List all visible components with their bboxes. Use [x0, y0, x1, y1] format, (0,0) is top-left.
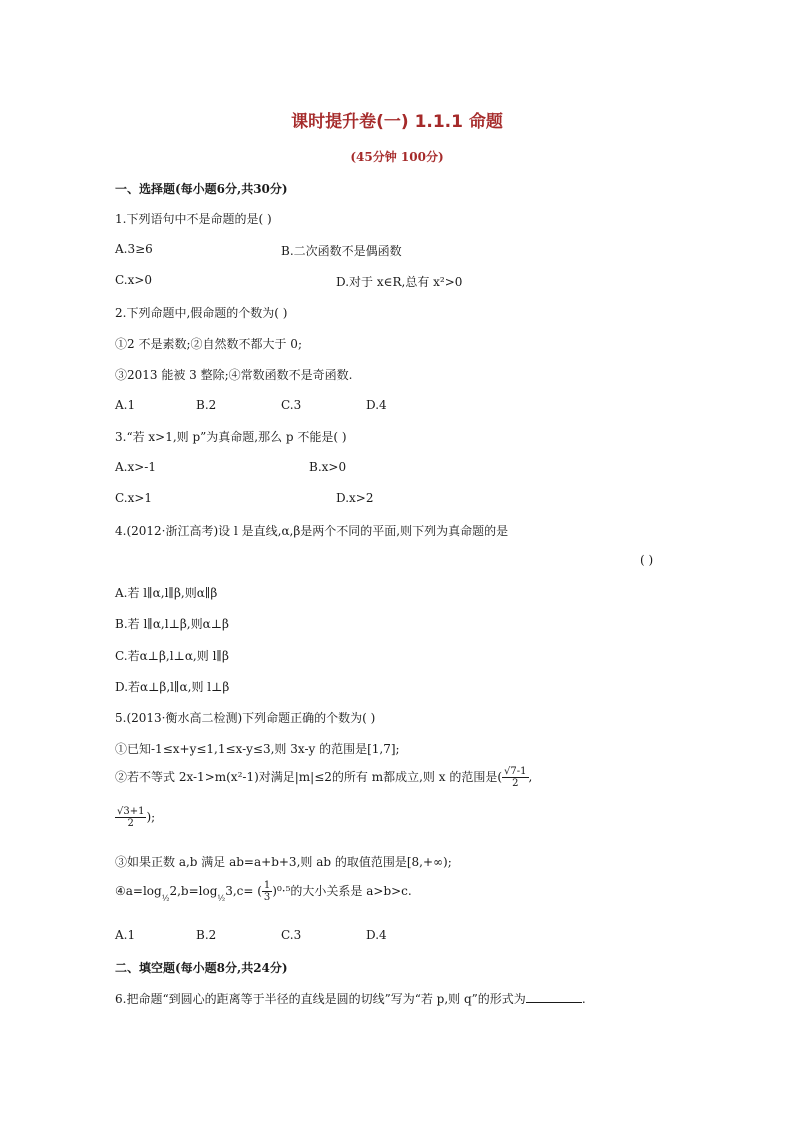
- page-title: 课时提升卷(一) 1.1.1 命题: [291, 112, 503, 132]
- q4-stem: 4.(2012·浙江高考)设 l 是直线,α,β是两个不同的平面,则下列为真命题的是: [115, 524, 509, 538]
- q5-option-a: A.1: [115, 928, 136, 942]
- section-fill-heading: 二、填空题(每小题8分,共24分): [115, 961, 288, 975]
- q6-stem: 6.把命题“到圆心的距离等于半径的直线是圆的切线”写为“若 p,则 q”的形式为: [115, 992, 526, 1006]
- q2-option-d: D.4: [366, 398, 387, 412]
- q5-p2-frac2-denominator: 2: [127, 818, 134, 829]
- q5-option-b: B.2: [196, 928, 217, 942]
- q4-option-d: D.若α⊥β,l∥α,则 l⊥β: [115, 680, 230, 694]
- q5-p4-a: ④a=log: [115, 884, 162, 898]
- q3-stem: 3.“若 x>1,则 p”为真命题,那么 p 不能是( ): [115, 430, 347, 444]
- q5-p4-log-base-1: ½: [161, 894, 170, 903]
- q5-proposition-3: ③如果正数 a,b 满足 ab=a+b+3,则 ab 的取值范围是[8,+∞);: [115, 855, 452, 869]
- q6-end: .: [581, 992, 586, 1006]
- q5-proposition-1: ①已知-1≤x+y≤1,1≤x-y≤3,则 3x-y 的范围是[1,7];: [115, 742, 400, 756]
- q3-option-c: C.x>1: [115, 491, 153, 505]
- q3-option-b: B.x>0: [309, 460, 347, 474]
- q2-statement-2: ③2013 能被 3 整除;④常数函数不是奇函数.: [115, 368, 353, 382]
- section-choice-heading: 一、选择题(每小题6分,共30分): [115, 182, 288, 196]
- q1-stem: 1.下列语句中不是命题的是( ): [115, 212, 272, 226]
- q5-proposition-2: [115, 766, 532, 789]
- q5-option-c: C.3: [281, 928, 302, 942]
- q5-p2-fraction-1: [502, 766, 528, 789]
- q4-option-c: C.若α⊥β,l⊥α,则 l∥β: [115, 649, 229, 663]
- q5-proposition-2-cont: [115, 806, 155, 829]
- q1-option-d: D.对于 x∈R,总有 x²>0: [336, 275, 463, 289]
- q5-p4-exponent: )⁰·⁵: [272, 884, 291, 898]
- q5-p2-frac1-denominator: 2: [512, 778, 519, 789]
- q5-p4-fraction: [262, 880, 272, 903]
- q6-stem-line: [115, 990, 586, 1007]
- q3-option-a: A.x>-1: [115, 460, 156, 474]
- q6-answer-blank[interactable]: [526, 992, 582, 1003]
- q4-option-b: B.若 l∥α,l⊥β,则α⊥β: [115, 617, 229, 631]
- q5-p4-frac-numerator: 1: [263, 880, 271, 891]
- q5-p4-end: 的大小关系是 a>b>c.: [290, 884, 412, 898]
- q5-p2-frac2-numerator: √3+1: [117, 806, 145, 817]
- q5-p2-text: ②若不等式 2x-1>m(x²-1)对满足|m|≤2的所有 m都成立,则 x 的范围是(: [115, 770, 503, 784]
- q1-option-c: C.x>0: [115, 273, 153, 287]
- q5-p2-frac1-numerator: √7-1: [504, 766, 527, 777]
- q5-stem: 5.(2013·衡水高二检测)下列命题正确的个数为( ): [115, 711, 376, 725]
- q2-option-c: C.3: [281, 398, 302, 412]
- q2-option-b: B.2: [196, 398, 217, 412]
- q5-p4-log-base-2: ½: [217, 894, 226, 903]
- q2-statement-1: ①2 不是素数;②自然数不都大于 0;: [115, 337, 302, 351]
- q5-proposition-4: [115, 880, 412, 903]
- q4-option-a: A.若 l∥α,l∥β,则α∥β: [115, 586, 218, 600]
- q5-p2-fraction-2: [115, 806, 146, 829]
- q5-p2-comma: ,: [528, 770, 533, 784]
- q1-option-b: B.二次函数不是偶函数: [281, 244, 402, 258]
- q5-p4-frac-denominator: 3: [263, 892, 271, 903]
- q5-p4-c: 3,c= (: [225, 884, 262, 898]
- q2-stem: 2.下列命题中,假命题的个数为( ): [115, 306, 288, 320]
- q2-option-a: A.1: [115, 398, 136, 412]
- page-subtitle: (45分钟 100分): [350, 150, 444, 164]
- q5-p2-end: );: [146, 810, 156, 824]
- q5-p4-b: 2,b=log: [169, 884, 218, 898]
- q1-option-a: A.3≥6: [115, 242, 153, 256]
- q3-option-d: D.x>2: [336, 491, 374, 505]
- q4-answer-paren: ( ): [640, 553, 654, 567]
- q5-option-d: D.4: [366, 928, 387, 942]
